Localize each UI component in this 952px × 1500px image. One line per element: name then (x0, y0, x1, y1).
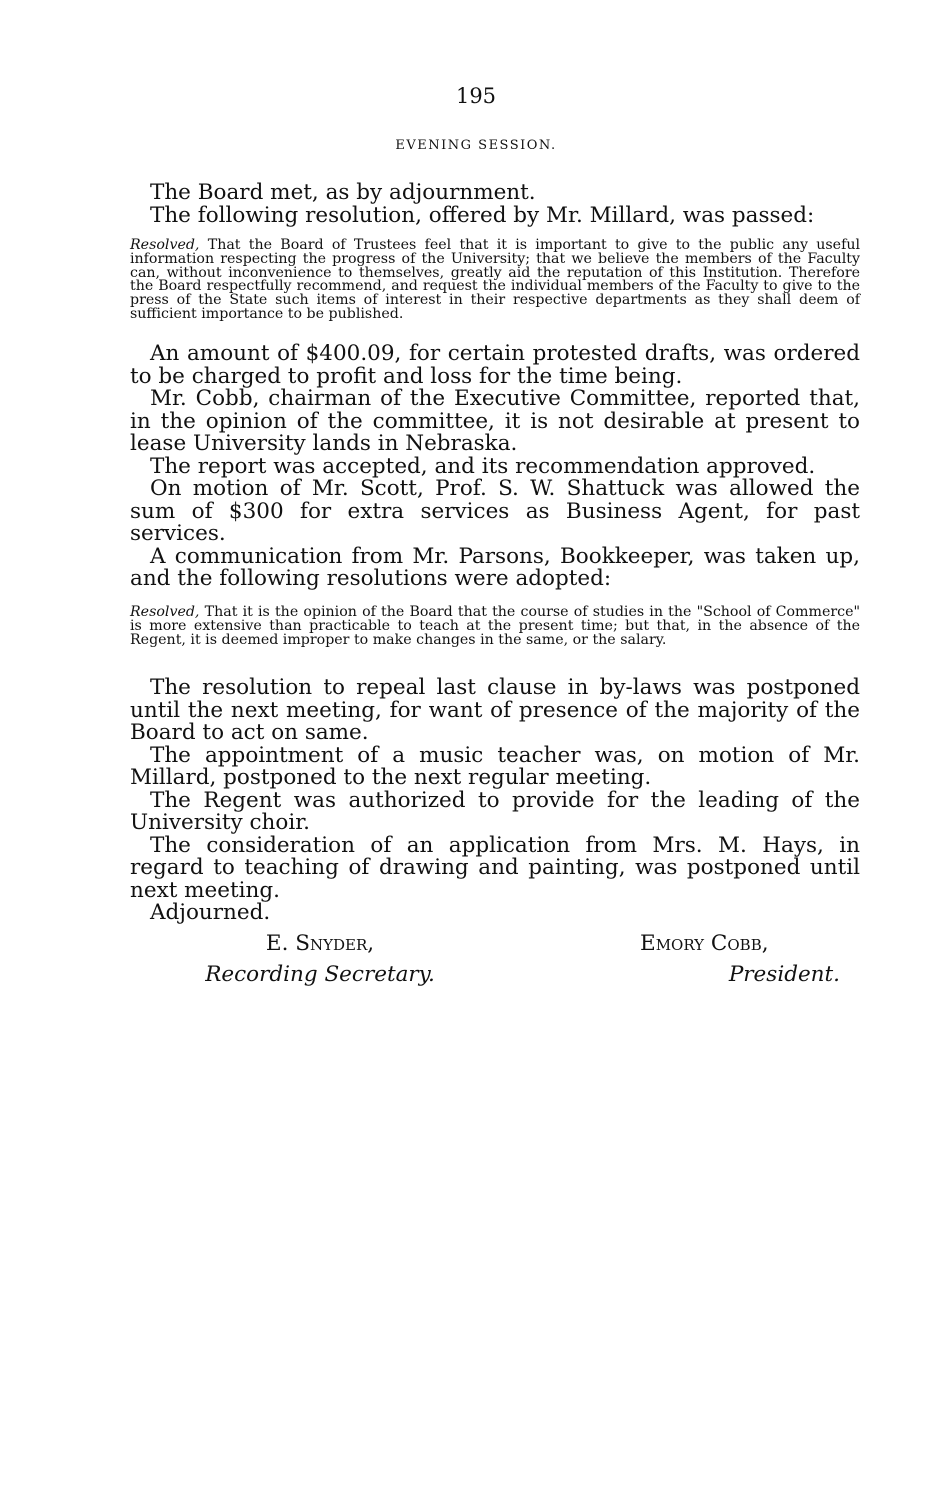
paragraph: An amount of $400.09, for certain protested drafts, was ordered to be charged to profit and loss for the time being. (130, 341, 860, 389)
opening-block (130, 182, 860, 227)
paragraphs-group-2 (130, 677, 860, 925)
paragraph: A communication from Mr. Parsons, Bookkeeper, was taken up, and the following resolutions were adopted: (130, 543, 860, 591)
paragraph: The report was accepted, and its recommendation approved. (150, 453, 816, 479)
paragraph: The consideration of an application from Mrs. M. Hays, in regard to teaching of drawing and painting, was postponed until next meeting. (130, 832, 860, 903)
opening-line: The following resolution, offered by Mr. Millard, was passed: (150, 202, 815, 228)
signature-left (205, 928, 435, 990)
section-heading: EVENING SESSION. (395, 138, 557, 153)
paragraph: The Regent was authorized to provide for the leading of the University choir. (130, 787, 860, 835)
paragraph: Mr. Cobb, chairman of the Executive Committee, reported that, in the opinion of the committee, it is not desirable at present to lease University lands in Nebraska. (130, 386, 860, 456)
paragraph: The resolution to repeal last clause in by-laws was postponed until the next meeting, for want of presence of the majority of the Board to act on same. (130, 675, 860, 745)
resolution-2 (130, 606, 860, 647)
paragraphs-group-1 (130, 343, 860, 591)
page-number: 195 (455, 84, 497, 108)
resolution-lead: Resolved, (130, 604, 200, 620)
opening-line: The Board met, as by adjournment. (150, 180, 536, 205)
secretary-title: Recording Secretary. (205, 962, 435, 987)
president-title: President. (728, 962, 840, 987)
resolution-text: That the Board of Trustees feel that it is important to give to the public any useful information respecting the progress of the University; that we believe the members of the Faculty can, without inconvenience to themselves, greatly aid the reputation of this Institution. Therefore the Board respectfully recommend, and request the individual members of the Faculty to give to the press of the State such items of interest in their respective departments as they shall deem of sufficient importance to be published. (130, 237, 860, 322)
president-name: Emory Cobb, (640, 931, 769, 956)
signature-right (640, 928, 840, 990)
resolution-lead: Resolved, (130, 237, 200, 253)
resolution-text: That it is the opinion of the Board that the course of studies in the "School of Commerce" is more extensive than practicable to teach at the present time; but that, in the absence of the Regent, it is deemed improper to make changes in the same, or the salary. (130, 604, 861, 648)
paragraph: On motion of Mr. Scott, Prof. S. W. Shattuck was allowed the sum of $300 for extra services as Business Agent, for past services. (130, 476, 860, 546)
paragraph: Adjourned. (150, 900, 271, 925)
secretary-name: E. Snyder, (265, 931, 375, 956)
paragraph: The appointment of a music teacher was, on motion of Mr. Millard, postponed to the next regular meeting. (130, 742, 860, 790)
resolution-1 (130, 239, 860, 322)
